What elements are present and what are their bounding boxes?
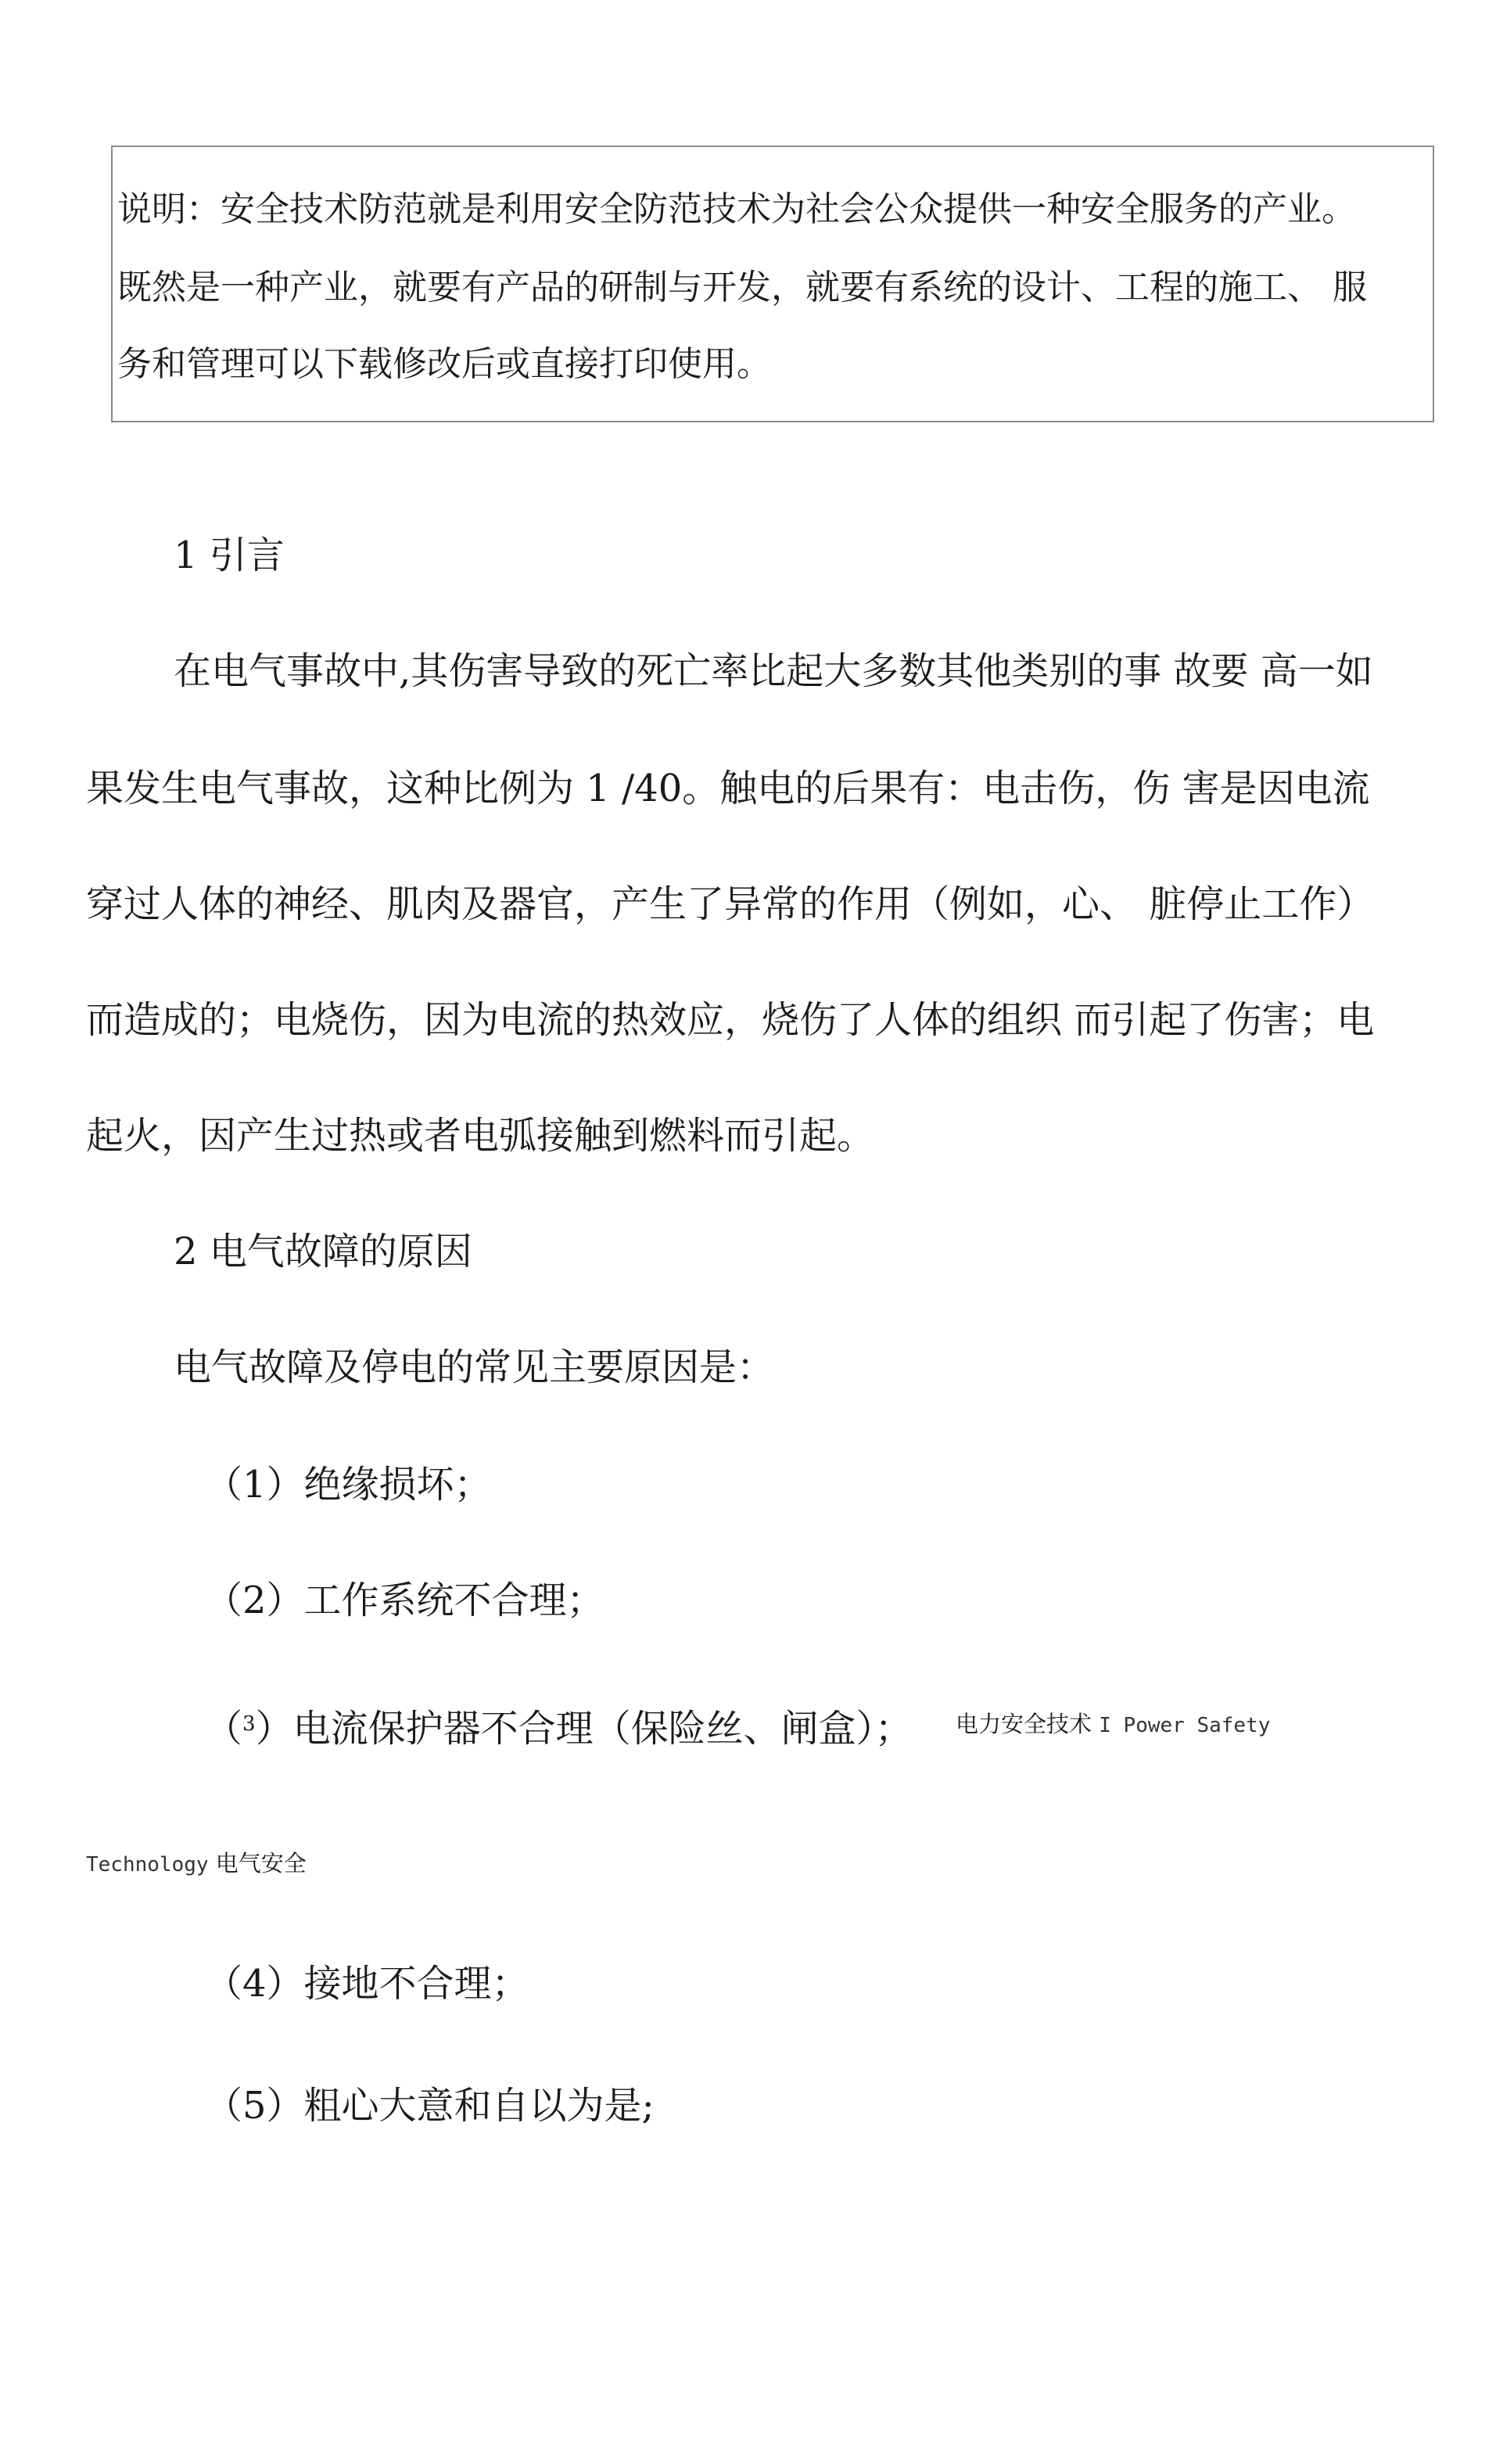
cause-item-3-open: （ — [205, 1707, 243, 1751]
cause-item-5: （5）粗心大意和自以为是; — [205, 2084, 655, 2128]
footer-tag-line-1 — [956, 1708, 1270, 1741]
footer-tag-line-2 — [86, 1848, 307, 1880]
section-1-line-1-text: 在电气事故中,其伤害导致的死亡率比起大多数其他类别的事 故要 高一如 — [174, 649, 1373, 693]
cause-item-1: （1）绝缘损坏； — [205, 1463, 492, 1507]
footer-tag-en-2: Technology — [86, 1853, 209, 1877]
footer-tag-en: I Power Safety — [1099, 1714, 1271, 1737]
section-1-heading: 1 引言 — [174, 533, 285, 577]
section-2-heading: 2 电气故障的原因 — [174, 1230, 472, 1273]
note-box — [111, 145, 1434, 422]
section-1-line-1 — [174, 646, 1445, 696]
section-2-intro: 电气故障及停电的常见主要原因是： — [174, 1345, 775, 1389]
note-line-2: 既然是一种产业，就要有产品的研制与开发，就要有系统的设计、工程的施工、 服 — [117, 268, 1367, 307]
footer-tag-cn: 电力安全技术 — [956, 1711, 1092, 1737]
footer-tag-cn-2: 电气安全 — [215, 1850, 307, 1877]
section-1-line-4: 而造成的；电烧伤，因为电流的热效应，烧伤了人体的组织 而引起了伤害；电 — [86, 998, 1375, 1042]
note-line-3: 务和管理可以下载修改后或直接打印使用。 — [117, 344, 771, 384]
cause-item-2: （2）工作系统不合理； — [205, 1579, 604, 1622]
section-1-line-2: 果发生电气事故，这种比例为 1 /40。触电的后果有：电击伤，伤 害是因电流 — [86, 767, 1370, 810]
section-1-line-5: 起火，因产生过热或者电弧接触到燃料而引起。 — [86, 1114, 875, 1158]
cause-item-3-text: ）电流保护器不合理（保险丝、闸盒）； — [255, 1707, 913, 1751]
note-line-1: 说明：安全技术防范就是利用安全防范技术为社会公众提供一种安全服务的产业。 — [117, 189, 1356, 229]
cause-item-4: （4）接地不合理； — [205, 1962, 529, 2006]
section-1-line-3: 穿过人体的神经、肌肉及器官，产生了异常的作用（例如，心、 脏停止工作） — [86, 882, 1375, 926]
cause-item-3-number: 3 — [242, 1712, 256, 1736]
cause-item-3 — [205, 1699, 913, 1754]
